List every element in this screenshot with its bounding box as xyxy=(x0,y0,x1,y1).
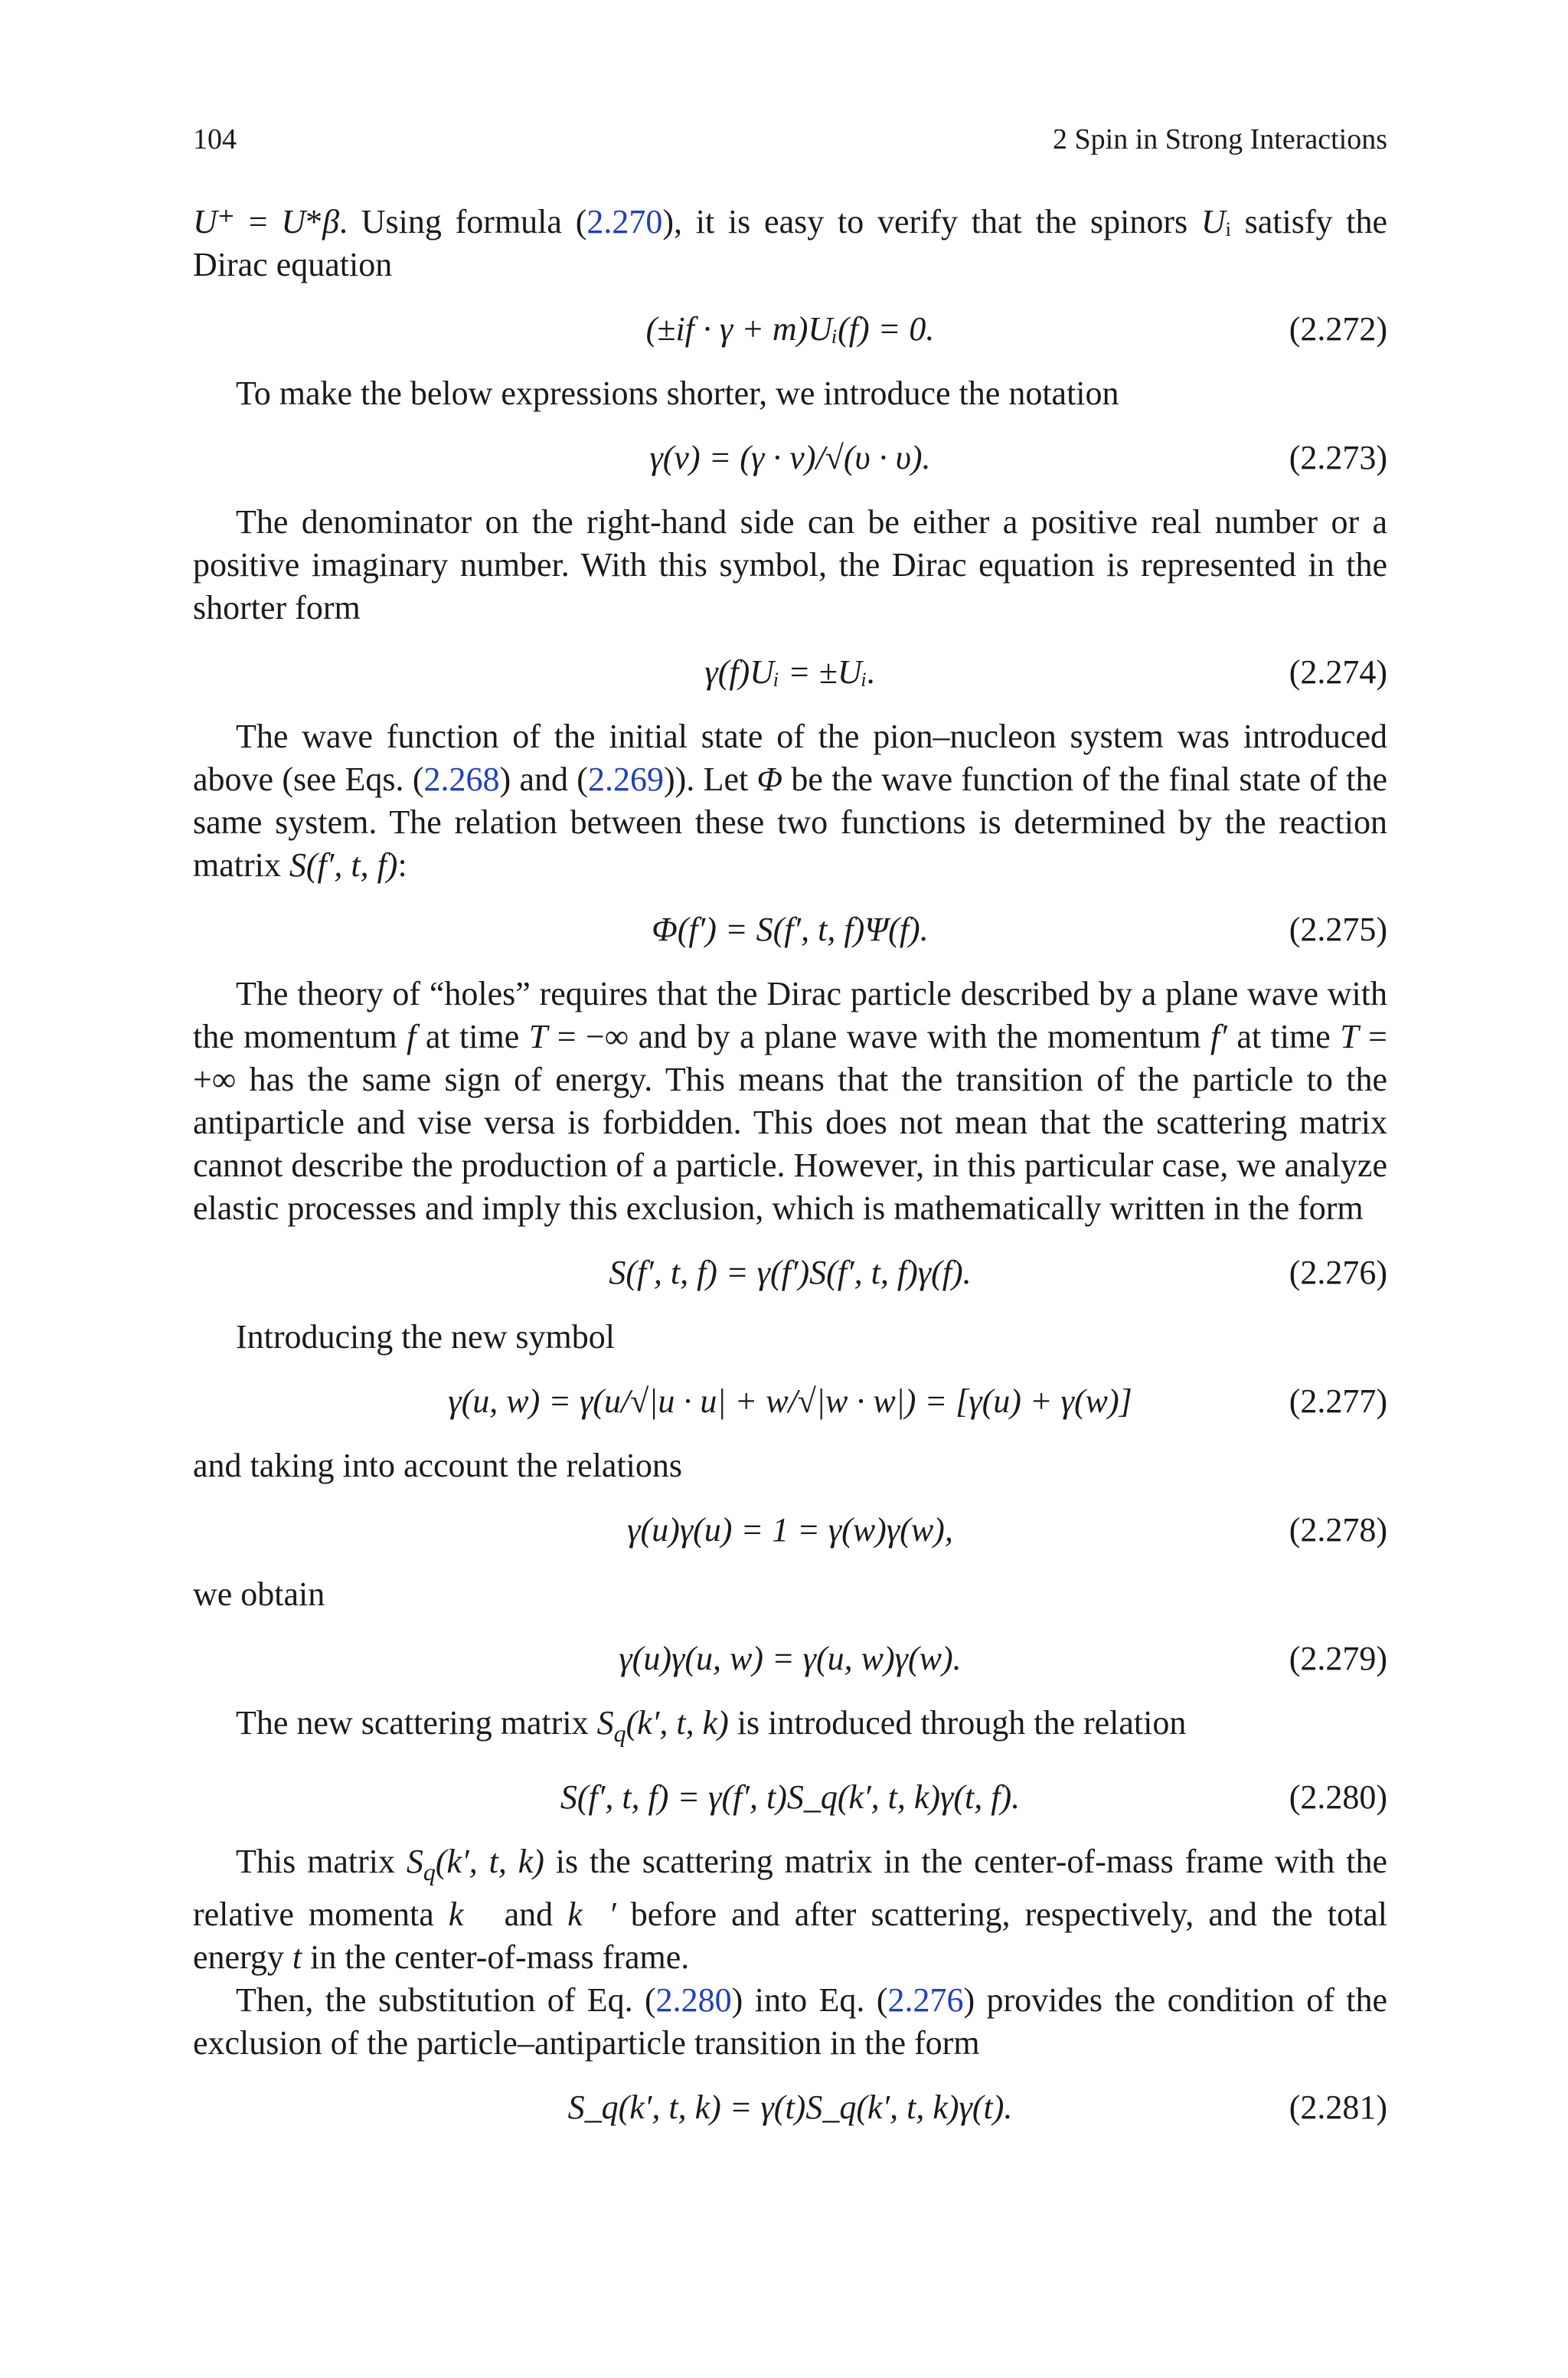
text-run: ) and ( xyxy=(499,761,588,798)
text-run: . Using formula ( xyxy=(339,203,587,240)
equation-reference-link[interactable]: 2.280 xyxy=(655,1981,732,2019)
equation-expression: S_q(k′, t, k) = γ(t)S_q(k′, t, k)γ(t). xyxy=(567,2088,1013,2126)
display-equation xyxy=(193,1509,1387,1552)
text-run: at time xyxy=(1227,1018,1341,1055)
display-equation xyxy=(193,1637,1387,1680)
math-symbol: S xyxy=(596,1704,614,1742)
body-text xyxy=(193,201,1387,2151)
display-equation xyxy=(193,1251,1387,1294)
paragraph xyxy=(193,1840,1387,1979)
text-run: Then, the substitution of Eq. ( xyxy=(236,1981,656,2019)
math-symbol: k⃗′ xyxy=(567,1895,616,1933)
subscript: q xyxy=(613,1719,626,1747)
equation-number: (2.275) xyxy=(1289,911,1387,948)
equation-number: (2.277) xyxy=(1289,1382,1387,1420)
equation-expression: γ(f)Uᵢ = ±Uᵢ. xyxy=(704,653,876,691)
math-symbol: t xyxy=(292,1938,302,1976)
text-run: in the center-of-mass frame. xyxy=(302,1938,690,1976)
text-run: before and after scattering, respectively, and the total energy xyxy=(193,1895,1387,1976)
text-run: satisfy the Dirac equation xyxy=(193,203,1387,283)
equation-expression: γ(u, w) = γ(u/√|u · u| + w/√|w · w|) = [γ(u) + γ(w)] xyxy=(448,1382,1132,1420)
text-run: we obtain xyxy=(193,1575,325,1613)
text-run: and taking into account the relations xyxy=(193,1447,683,1484)
equation-expression: γ(u)γ(u) = 1 = γ(w)γ(w), xyxy=(627,1511,953,1549)
math-symbol: Φ xyxy=(756,761,783,798)
math-symbol: f′ xyxy=(1210,1018,1227,1055)
equation-reference-link[interactable]: 2.268 xyxy=(423,761,500,798)
paragraph xyxy=(193,201,1387,286)
text-run: Introducing the new symbol xyxy=(236,1318,615,1356)
equation-reference-link[interactable]: 2.276 xyxy=(887,1981,964,2019)
paragraph xyxy=(193,1316,1387,1359)
math-symbol: T xyxy=(528,1018,548,1055)
equation-reference-link[interactable]: 2.269 xyxy=(587,761,664,798)
math-symbol: k⃗ xyxy=(448,1895,490,1933)
paragraph xyxy=(193,1979,1387,2065)
math-symbol: S(f′, t, f) xyxy=(289,846,398,884)
text-run: ) into Eq. ( xyxy=(731,1981,888,2019)
display-equation xyxy=(193,1776,1387,1819)
text-run: and xyxy=(489,1895,568,1933)
paragraph xyxy=(193,973,1387,1230)
equation-number: (2.279) xyxy=(1289,1640,1387,1677)
display-equation xyxy=(193,908,1387,951)
equation-expression: γ(ν) = (γ · ν)/√(υ · υ). xyxy=(649,439,931,476)
display-equation xyxy=(193,2086,1387,2129)
math-symbol: β xyxy=(322,203,340,240)
paragraph xyxy=(193,1573,1387,1616)
equation-expression: Φ(f′) = S(f′, t, f)Ψ(f). xyxy=(652,911,929,948)
text-run: The denominator on the right-hand side can be either a positive real number or a positive imaginary number. With this symbol, the Dirac equation is represented in the shorter form xyxy=(193,503,1387,626)
paragraph xyxy=(193,501,1387,630)
text-run: This matrix xyxy=(236,1842,407,1880)
subscript: q xyxy=(423,1857,436,1886)
equation-expression: S(f′, t, f) = γ(f′)S(f′, t, f)γ(f). xyxy=(609,1254,972,1291)
text-run: ⁺ = xyxy=(217,203,282,240)
text-run: The new scattering matrix xyxy=(236,1704,597,1742)
paragraph xyxy=(193,372,1387,415)
display-equation xyxy=(193,308,1387,351)
equation-number: (2.273) xyxy=(1289,439,1387,476)
text-run: = +∞ has the same sign of energy. This means that the transition of the particle to the antiparticle and vise versa is forbidden. This does not mean that the scattering matrix cannot describe the production of a particle. However, in this particular case, we analyze elastic processes and imply this exclusion, which is mathematically written in the form xyxy=(193,1018,1387,1227)
text-run: The wave function of the initial state of the pion–nucleon system was introduced above (see Eqs. ( xyxy=(193,718,1387,798)
equation-expression: γ(u)γ(u, w) = γ(u, w)γ(w). xyxy=(619,1640,962,1677)
text-run: at time xyxy=(416,1018,529,1055)
display-equation xyxy=(193,1380,1387,1423)
math-symbol: U xyxy=(193,203,217,240)
math-symbol: T xyxy=(1340,1018,1359,1055)
text-run: )). Let xyxy=(663,761,757,798)
equation-number: (2.281) xyxy=(1289,2088,1387,2126)
equation-number: (2.280) xyxy=(1289,1778,1387,1816)
text-run: is introduced through the relation xyxy=(728,1704,1187,1742)
text-run: ) provides the condition of the exclusion of the particle–antiparticle transition in the form xyxy=(193,1981,1387,2062)
equation-number: (2.274) xyxy=(1289,653,1387,691)
math-symbol: f xyxy=(407,1018,416,1055)
math-symbol: S xyxy=(406,1842,423,1880)
text-run: be the wave function of the final state of the same system. The relation between these two functions is determined by the reaction matrix xyxy=(193,761,1388,884)
equation-expression: (±if · γ + m)Uᵢ(f) = 0. xyxy=(645,310,935,348)
text-run: ᵢ xyxy=(1225,203,1231,240)
equation-expression: S(f′, t, f) = γ(f′, t)S_q(k′, t, k)γ(t, f). xyxy=(560,1778,1021,1816)
running-header xyxy=(193,123,1387,159)
text-run: = −∞ and by a plane wave with the momentum xyxy=(547,1018,1210,1055)
equation-reference-link[interactable]: 2.270 xyxy=(586,203,663,240)
equation-number: (2.272) xyxy=(1289,310,1387,348)
text-run: To make the below expressions shorter, we introduce the notation xyxy=(236,375,1119,412)
math-symbol: U xyxy=(1200,203,1226,240)
display-equation xyxy=(193,437,1387,479)
page-number: 104 xyxy=(193,123,237,155)
text-run: * xyxy=(305,203,323,240)
paragraph xyxy=(193,715,1387,887)
chapter-title: 2 Spin in Strong Interactions xyxy=(1053,123,1387,155)
equation-number: (2.278) xyxy=(1289,1511,1387,1549)
math-symbol: (k′, t, k) xyxy=(435,1842,544,1880)
math-symbol: U xyxy=(281,203,306,240)
paragraph xyxy=(193,1444,1387,1487)
paragraph xyxy=(193,1702,1387,1755)
text-run: is the scattering matrix in the center-of-mass frame with the relative momenta xyxy=(193,1842,1387,1933)
math-symbol: (k′, t, k) xyxy=(626,1704,729,1742)
display-equation xyxy=(193,651,1387,694)
equation-number: (2.276) xyxy=(1289,1254,1387,1291)
text-run: The theory of “holes” requires that the Dirac particle described by a plane wave with the momentum xyxy=(193,975,1387,1055)
text-run: ), it is easy to verify that the spinors xyxy=(662,203,1201,240)
text-run: : xyxy=(397,846,407,884)
